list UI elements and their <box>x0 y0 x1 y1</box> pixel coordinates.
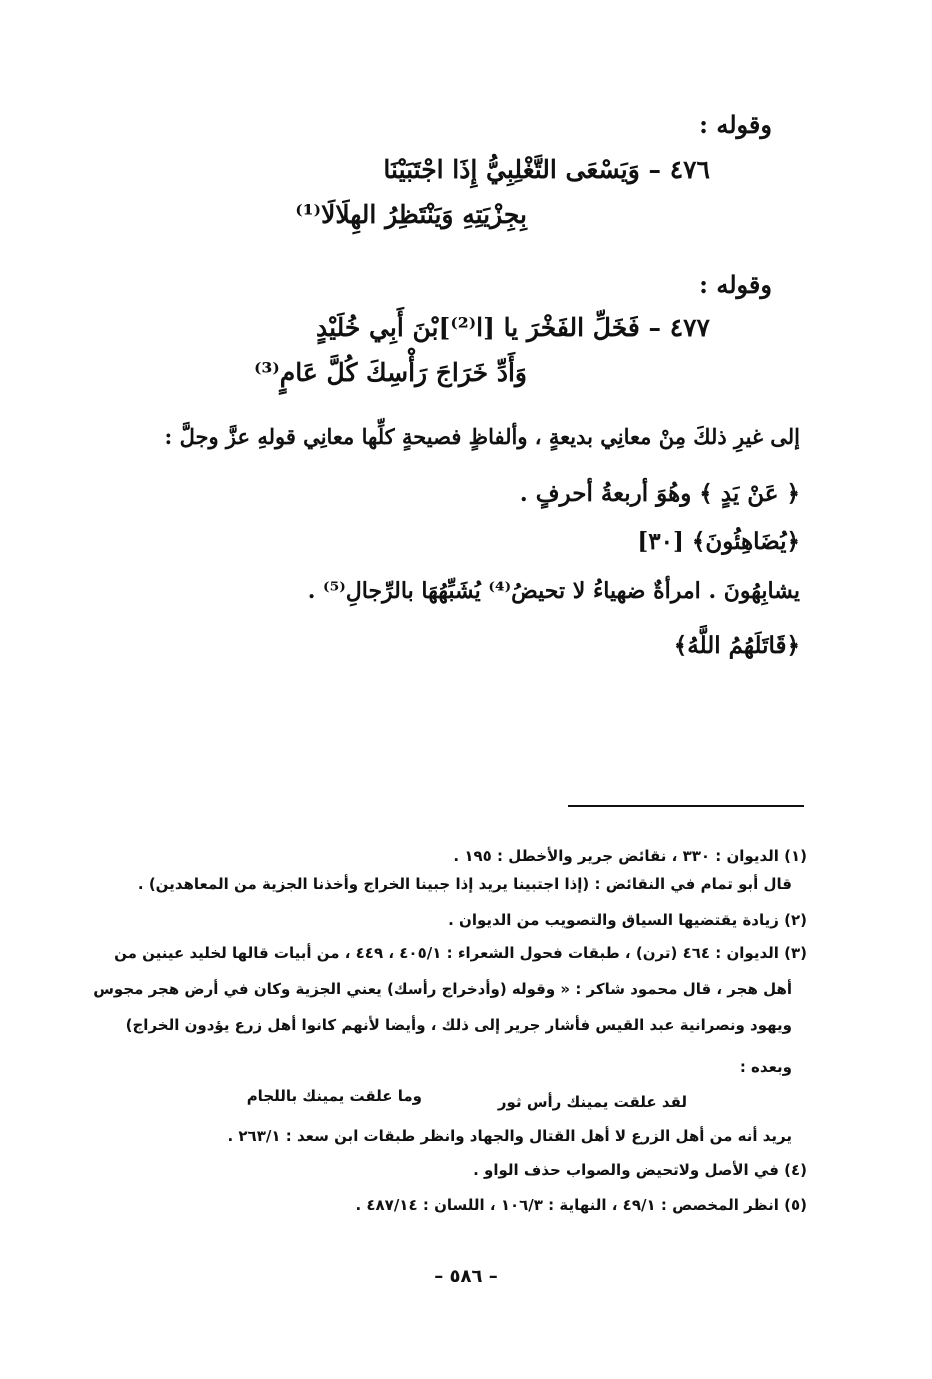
verse-476-first-hemistich: ٤٧٦ – وَيَسْعَى التَّغْلِبِيُّ إِذَا اجْتَبَيْنَا <box>383 155 710 184</box>
verse-477-first-hemistich: ٤٧٧ – فَخَلِّ الفَخْرَ يا [ا⁽²⁾]بْنَ أَبِي خُلَيْدٍ <box>315 313 710 342</box>
footnote-3-line-1: (٣) الديوان : ٤٦٤ (ترن) ، طبقات فحول الشعراء : ٤٠٥/١ ، ٤٤٩ ، من أبيات قالها لخليد عينين من <box>114 944 807 962</box>
footnote-1: (١) الديوان : ٣٣٠ ، نقائض جرير والأخطل : ١٩٥ . <box>453 847 807 865</box>
footnote-3-verse-left: وما علقت يمينك باللجام <box>246 1087 422 1105</box>
quran-qatalahum-allah: ﴿قَاتَلَهُمُ اللَّهُ﴾ <box>673 632 800 659</box>
footnote-1-continuation: قال أبو تمام في النقائض : (إذا اجتبينا يريد إذا جبينا الخراج وأخذنا الجزية من المعاهدين) . <box>137 875 792 893</box>
paragraph-yushabihun: يشابِهُونَ . امرأةٌ ضهياءُ لا تحيضُ⁽⁴⁾ يُشَبِّهُهَا بالرِّجالِ⁽⁵⁾ . <box>307 578 800 604</box>
quran-an-yadin: ﴿ عَنْ يَدٍ ﴾ وهُوَ أربعةُ أحرفٍ . <box>519 480 800 507</box>
footnote-2: (٢) زيادة يقتضيها السياق والتصويب من الديوان . <box>448 911 807 929</box>
quran-yudahi-un: ﴿يُضَاهِئُونَ﴾ [٣٠] <box>637 528 800 555</box>
verse-477-second-hemistich: وَأَدِّ خَرَاجَ رَأْسِكَ كُلَّ عَامٍ⁽³⁾ <box>253 358 527 387</box>
label-waqawluhu-2: وقوله : <box>699 270 772 299</box>
footnote-4: (٤) في الأصل ولاتحيض والصواب حذف الواو . <box>473 1161 807 1179</box>
paragraph-ila-ghayr: إلى غيرِ ذلكَ مِنْ معانِي بديعةٍ ، وألفاظٍ فصيحةٍ كلِّها معانِي قولهِ عزَّ وجلَّ : <box>164 424 800 449</box>
footnote-3-line-3: ويهود ونصرانية عبد القيس فأشار جرير إلى ذلك ، وأيضا لأنهم كانوا أهل زرع يؤدون الخراج) <box>125 1016 792 1034</box>
footnote-3-line-2: أهل هجر ، قال محمود شاكر : « وقوله (وأدخراج رأسك) يعني الجزية وكان في أرض هجر مجوس <box>93 980 792 998</box>
footnote-3-verse-right: لقد علقت يمينك رأس ثور <box>497 1093 687 1111</box>
footnote-3-line-5: يريد أنه من أهل الزرع لا أهل القتال والجهاد وانظر طبقات ابن سعد : ٢٦٣/١ . <box>227 1127 792 1145</box>
footnote-3-line-4: وبعده : <box>739 1058 792 1076</box>
footnote-separator <box>568 805 804 807</box>
footnote-5: (٥) انظر المخصص : ٤٩/١ ، النهاية : ١٠٦/٣ ، اللسان : ٤٨٧/١٤ . <box>355 1196 807 1214</box>
page-number: – ٥٨٦ – <box>434 1266 498 1287</box>
verse-476-second-hemistich: بِجِزْيَتِهِ وَيَنْتَظِرُ الهِلَالَا⁽¹⁾ <box>295 200 527 229</box>
label-waqawluhu-1: وقوله : <box>699 110 772 139</box>
